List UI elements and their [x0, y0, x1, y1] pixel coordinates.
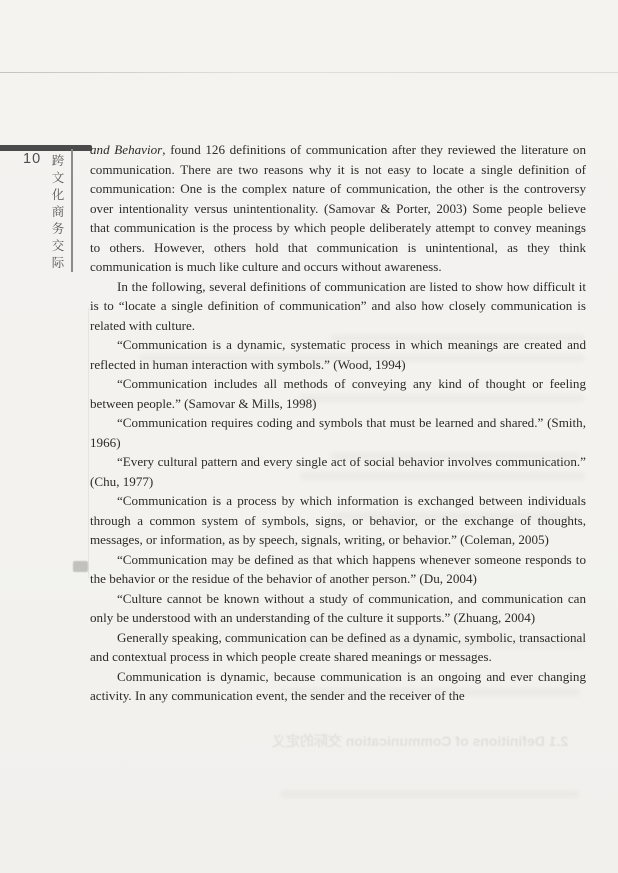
body-text-column [90, 140, 586, 706]
bleedthrough-smudge [300, 640, 585, 648]
sidebar-vertical-rule [71, 149, 73, 272]
bleedthrough-smudge [280, 790, 580, 798]
paragraph: Generally speaking, communication can be defined as a dynamic, symbolic, transactional and contextual process in which people create shared meanings or messages. [90, 629, 586, 664]
italic-lead: and Behavior [90, 142, 163, 157]
paragraph [90, 140, 586, 277]
bleedthrough-smudge [330, 334, 585, 342]
bleedthrough-box-rule [88, 308, 89, 578]
bleedthrough-smudge [280, 688, 580, 696]
paragraph-text: , found 126 definitions of communication after they reviewed the literature on communication. There are two reasons why it is not easy to locate a single definition of communication: One is the complex nature of communication, the other is the controversy over intentionality versus unintentionality. (Samovar & Porter, 2003) Some people believe that communication is the process by which people deliberately attempt to convey meanings to others. However, others hold that communication is unintentional, as they think communication is much like culture and occurs without awareness. [90, 142, 586, 274]
bleedthrough-smudge [140, 354, 585, 362]
chapter-tab-bar [0, 145, 92, 151]
bleedthrough-section-heading: 2.1 Definitions of Communication 交际的定义 [271, 733, 569, 749]
paragraph: “Communication is a process by which information is exchanged between individuals through a common system of symbols, signs, or behavior, or the exchange of thoughts, messages, or information, as by speech, signals, writing, or behavior.” (Coleman, 2005) [90, 493, 586, 547]
bleedthrough-smudge [300, 472, 585, 480]
paragraph: “Communication may be defined as that which happens whenever someone responds to the behavior or the residue of the behavior of another person.” (Du, 2004) [90, 551, 586, 586]
paragraph: “Every cultural pattern and every single act of social behavior involves communication.” (Chu, 1977) [90, 454, 586, 489]
bleedthrough-smudge [300, 394, 585, 402]
paragraph: “Communication requires coding and symbols that must be learned and shared.” (Smith, 1966) [90, 415, 586, 450]
bleedthrough-smudge [330, 452, 580, 460]
paragraph: “Culture cannot be known without a study of communication, and communication can only be understood with an understanding of the culture it supports.” (Zhuang, 2004) [90, 590, 586, 625]
paragraph: Communication is dynamic, because communication is an ongoing and ever changing activity. In any communication event, the sender and the receiver of the [90, 668, 586, 703]
book-title-vertical: 跨文化商务交际 [50, 154, 65, 273]
paragraph: “Communication includes all methods of conveying any kind of thought or feeling between people.” (Samovar & Mills, 1998) [90, 376, 586, 411]
paragraph: In the following, several definitions of communication are listed to show how difficult it is to “locate a single definition of communication” and also how closely communication is related with culture. [90, 278, 586, 333]
paragraph: “Communication is a dynamic, systematic process in which meanings are created and reflected in human interaction with symbols.” (Wood, 1994) [90, 337, 586, 372]
bleedthrough-smudge [330, 512, 580, 520]
page-number: 10 [23, 151, 42, 167]
scan-speck [73, 561, 88, 572]
page-top-edge [0, 72, 618, 73]
